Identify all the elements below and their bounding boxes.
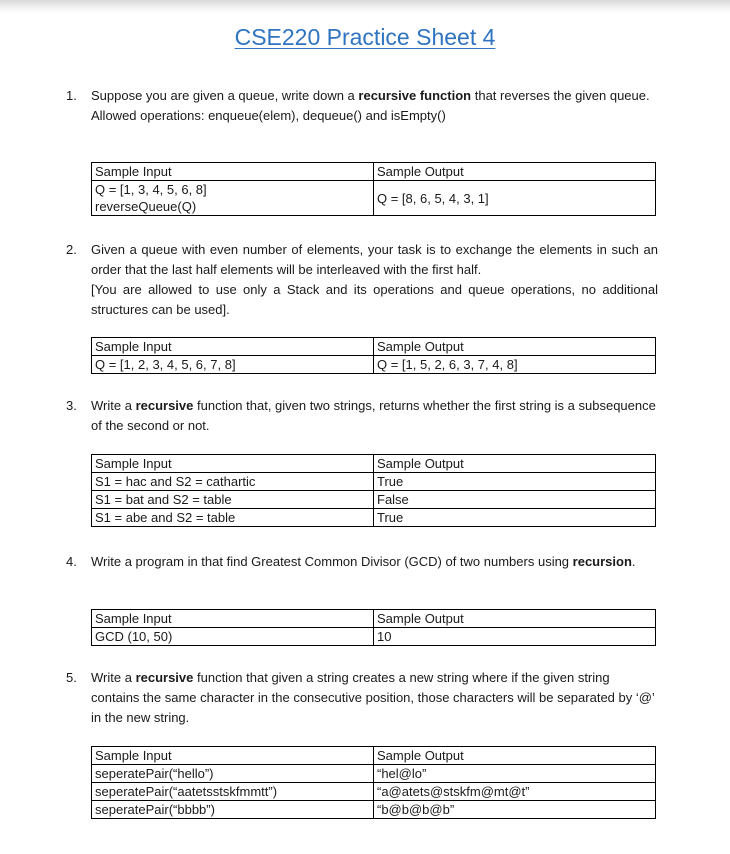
table-row bbox=[92, 491, 656, 509]
question-text: Write a recursive function that, given two strings, returns whether the first string is a subsequence of the second or not. bbox=[91, 398, 656, 433]
question-number: 4. bbox=[66, 554, 77, 569]
input-header: Sample Input bbox=[92, 455, 374, 473]
sample-table-2 bbox=[91, 337, 656, 374]
table-header-row bbox=[92, 610, 656, 628]
question-text: Given a queue with even number of elements, your task is to exchange the elements in such an order that the last half elements will be interleaved with the first half. bbox=[91, 242, 658, 277]
question-text: Write a program in that find Greatest Common Divisor (GCD) of two numbers using recursion. bbox=[91, 554, 636, 569]
sample-input-cell: seperatePair(“bbbb”) bbox=[92, 801, 374, 819]
sample-output-cell: “b@b@b@b” bbox=[374, 801, 656, 819]
table-header-row bbox=[92, 163, 656, 181]
sample-output-cell: “a@atets@stskfm@mt@t” bbox=[374, 783, 656, 801]
input-header: Sample Input bbox=[92, 338, 374, 356]
question-number: 1. bbox=[66, 88, 77, 103]
table-row bbox=[92, 181, 656, 216]
sample-input-cell: Q = [1, 3, 4, 5, 6, 8] reverseQueue(Q) bbox=[92, 181, 374, 216]
sample-input-cell: seperatePair(“hello”) bbox=[92, 765, 374, 783]
sample-table-4 bbox=[91, 609, 656, 646]
sample-input-cell: Q = [1, 2, 3, 4, 5, 6, 7, 8] bbox=[92, 356, 374, 374]
sample-input-cell: S1 = abe and S2 = table bbox=[92, 509, 374, 527]
sample-output-cell: Q = [1, 5, 2, 6, 3, 7, 4, 8] bbox=[374, 356, 656, 374]
table-header-row bbox=[92, 747, 656, 765]
table-row bbox=[92, 801, 656, 819]
sample-input-cell: seperatePair(“aatetsstskfmmtt”) bbox=[92, 783, 374, 801]
question-number: 3. bbox=[66, 398, 77, 413]
question-number: 2. bbox=[66, 242, 77, 257]
question-text: Suppose you are given a queue, write down a recursive function that reverses the given queue. bbox=[91, 88, 650, 103]
table-header-row bbox=[92, 455, 656, 473]
table-row bbox=[92, 783, 656, 801]
sample-table-1 bbox=[91, 162, 656, 216]
sample-output-cell: True bbox=[374, 509, 656, 527]
output-header: Sample Output bbox=[374, 163, 656, 181]
question-3 bbox=[66, 396, 658, 436]
sample-output-cell: True bbox=[374, 473, 656, 491]
table-row bbox=[92, 628, 656, 646]
output-header: Sample Output bbox=[374, 338, 656, 356]
sample-output-cell: “hel@lo” bbox=[374, 765, 656, 783]
output-header: Sample Output bbox=[374, 455, 656, 473]
question-5 bbox=[66, 668, 658, 728]
input-header: Sample Input bbox=[92, 610, 374, 628]
sample-input-cell: S1 = bat and S2 = table bbox=[92, 491, 374, 509]
window-top-shadow bbox=[0, 0, 730, 14]
question-4 bbox=[66, 552, 658, 572]
question-constraint: [You are allowed to use only a Stack and its operations and queue operations, no additional structures can be used]. bbox=[91, 282, 658, 317]
question-allowed-ops: Allowed operations: enqueue(elem), dequeue() and isEmpty() bbox=[91, 108, 446, 123]
sample-table-5 bbox=[91, 746, 656, 819]
sample-input-cell: GCD (10, 50) bbox=[92, 628, 374, 646]
sample-output-cell: Q = [8, 6, 5, 4, 3, 1] bbox=[374, 181, 656, 216]
sample-table-3 bbox=[91, 454, 656, 527]
table-row bbox=[92, 509, 656, 527]
page-title: CSE220 Practice Sheet 4 bbox=[234, 24, 496, 50]
question-1 bbox=[66, 86, 658, 126]
question-number: 5. bbox=[66, 670, 77, 685]
input-header: Sample Input bbox=[92, 747, 374, 765]
output-header: Sample Output bbox=[374, 747, 656, 765]
table-header-row bbox=[92, 338, 656, 356]
input-header: Sample Input bbox=[92, 163, 374, 181]
sample-input-cell: S1 = hac and S2 = cathartic bbox=[92, 473, 374, 491]
question-2 bbox=[66, 240, 658, 320]
question-text: Write a recursive function that given a string creates a new string where if the given string contains the same character in the consecutive position, those characters will be separated by ‘@’ in the new string. bbox=[91, 670, 655, 725]
output-header: Sample Output bbox=[374, 610, 656, 628]
table-row bbox=[92, 356, 656, 374]
table-row bbox=[92, 473, 656, 491]
table-row bbox=[92, 765, 656, 783]
sample-output-cell: 10 bbox=[374, 628, 656, 646]
sample-output-cell: False bbox=[374, 491, 656, 509]
